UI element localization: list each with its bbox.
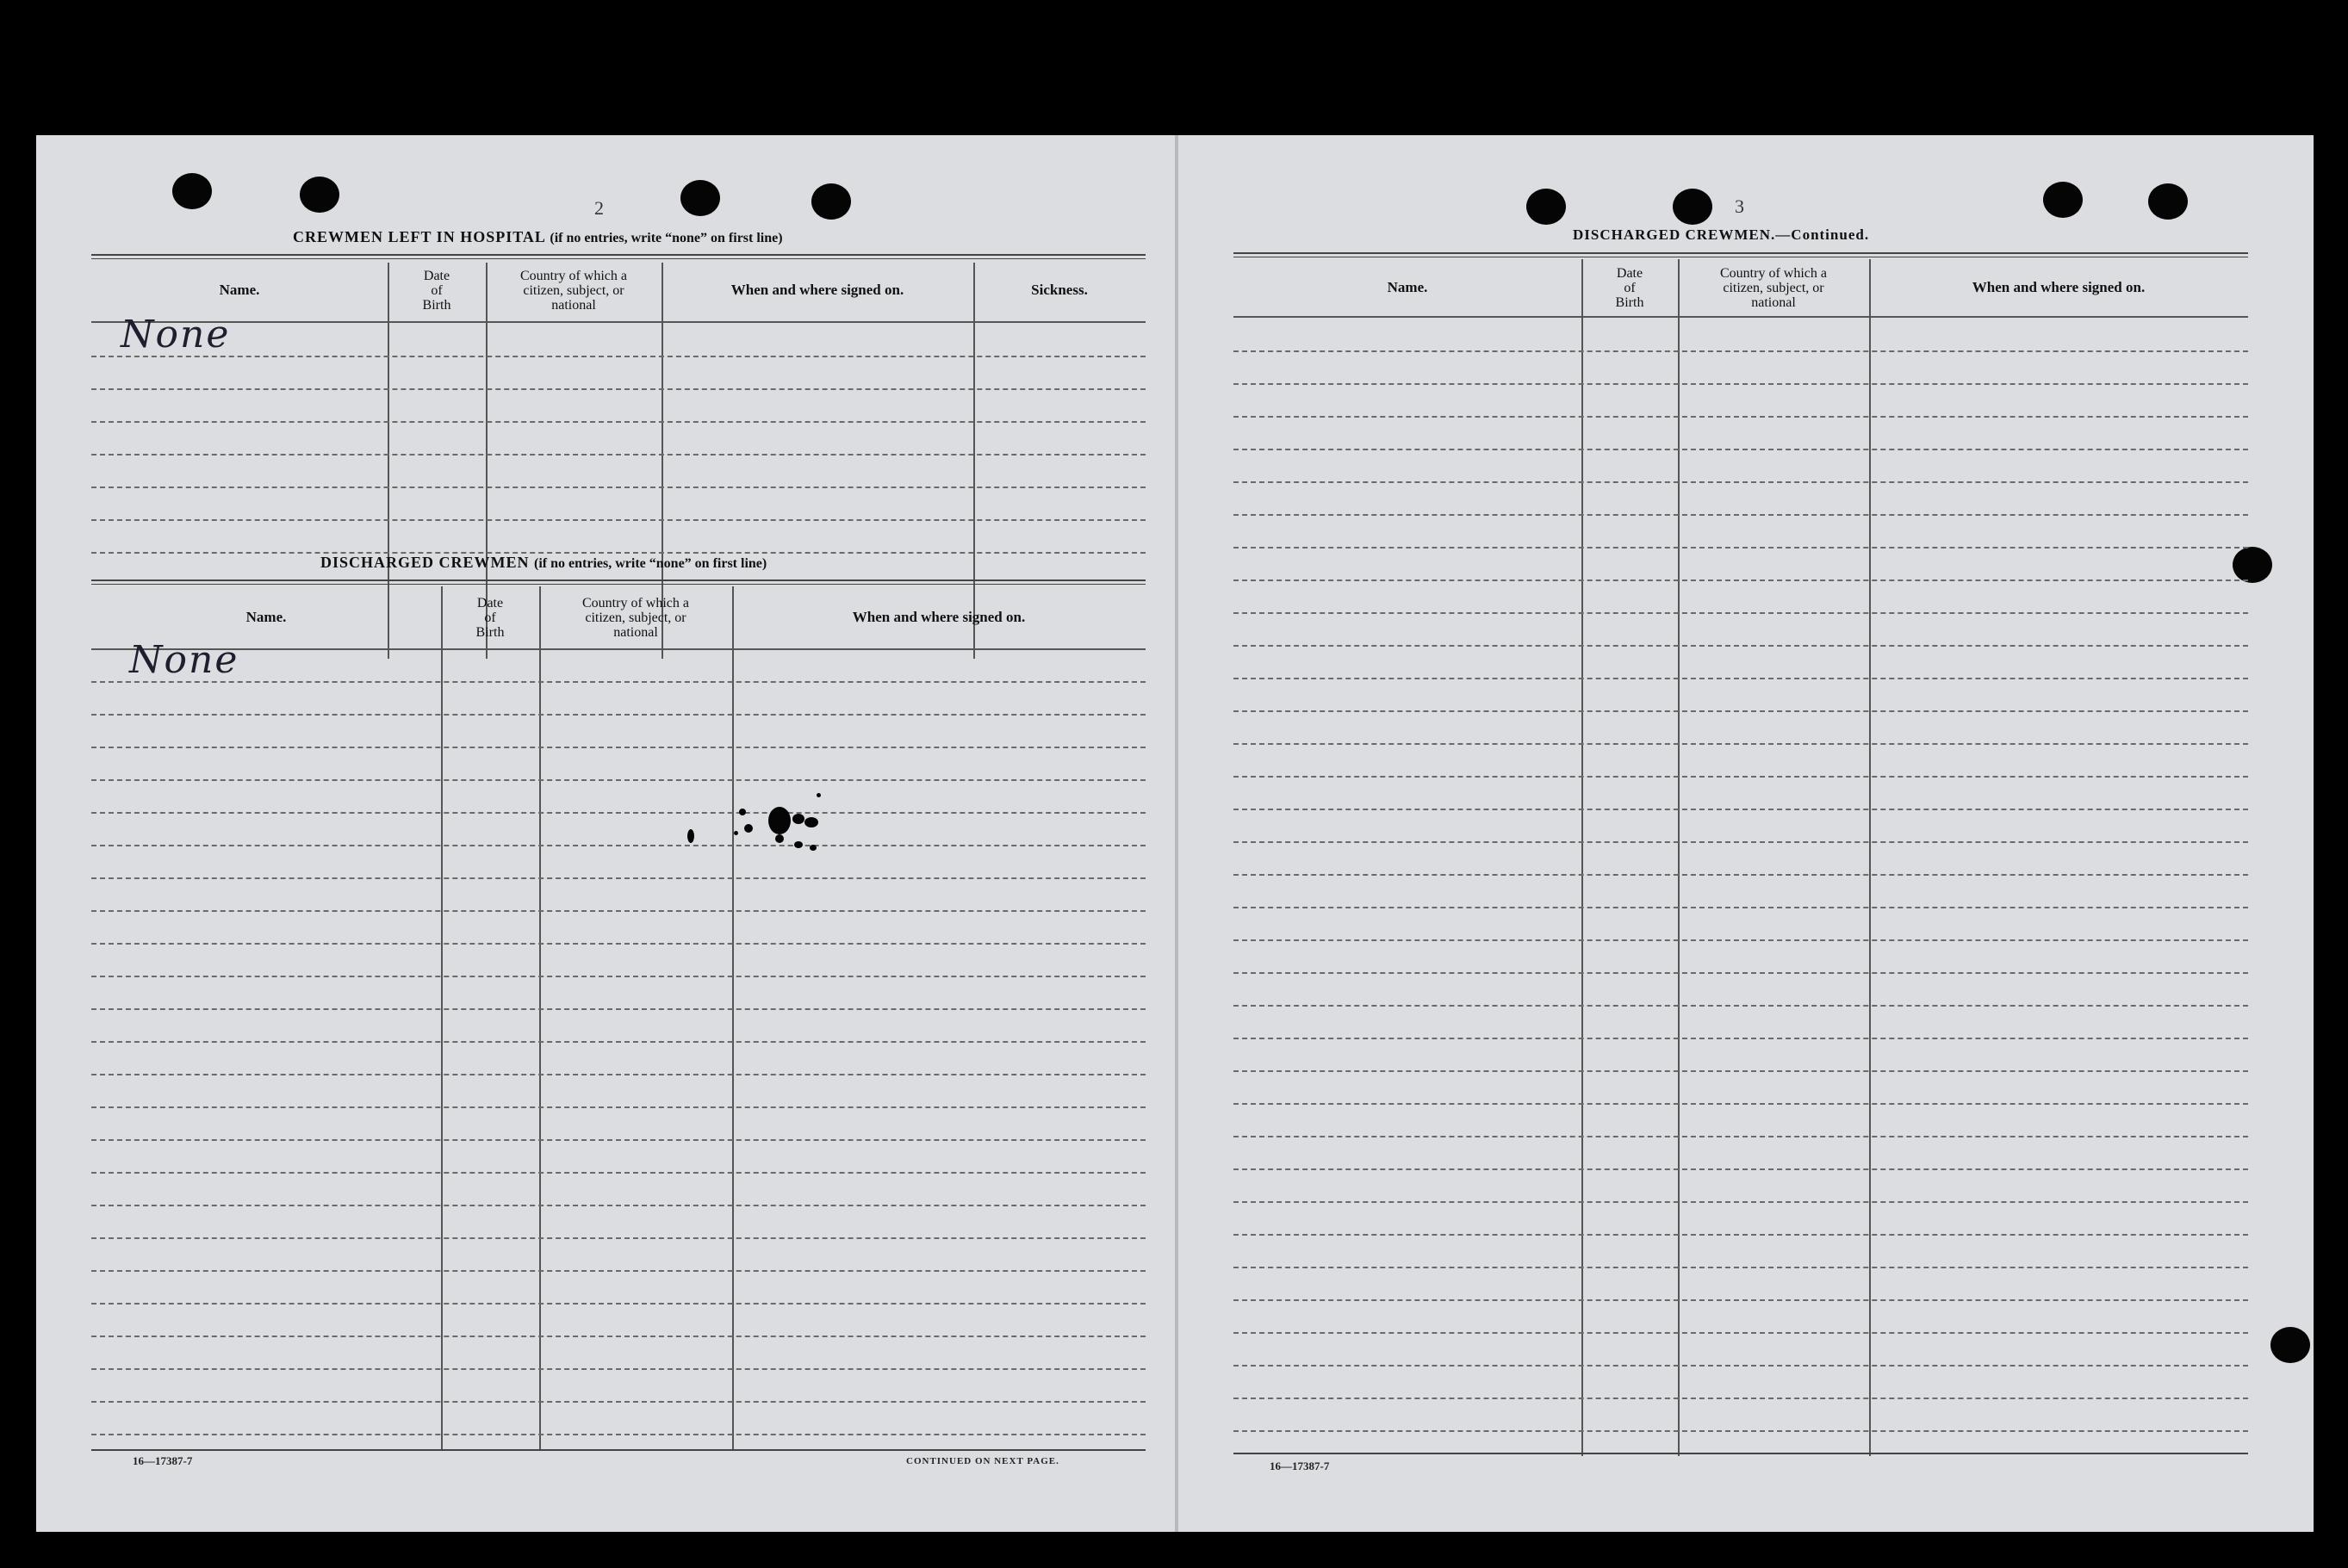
continued-col-dob: Date of Birth — [1615, 265, 1644, 310]
punch-hole — [300, 177, 339, 213]
continued-col-signed-on: When and where signed on. — [1972, 279, 2146, 295]
hospital-top-rule — [91, 254, 1146, 259]
ledger-row — [1233, 841, 2248, 843]
ledger-row — [1233, 678, 2248, 679]
ledger-row — [91, 1139, 1146, 1141]
ledger-row — [91, 910, 1146, 912]
hospital-title-instruction: (if no entries, write “none” on first line) — [550, 231, 783, 245]
ledger-row — [1233, 1299, 2248, 1301]
ink-blot — [768, 807, 791, 834]
ledger-row — [91, 1172, 1146, 1174]
page-number-right: 3 — [1735, 195, 1744, 217]
ledger-row — [1233, 481, 2248, 483]
ledger-row — [1233, 907, 2248, 908]
ledger-row — [91, 845, 1146, 846]
ledger-row — [1233, 1332, 2248, 1334]
punch-hole — [2043, 182, 2083, 218]
punch-hole — [2270, 1327, 2310, 1363]
discharged-col-country: Country of which a citizen, subject, or national — [582, 595, 689, 640]
ledger-row — [1233, 1267, 2248, 1268]
ink-blot — [744, 824, 753, 833]
form-number-right: 16—17387-7 — [1270, 1460, 1330, 1472]
ledger-row — [1233, 514, 2248, 516]
ledger-row — [1233, 1168, 2248, 1170]
ledger-row — [91, 681, 1146, 683]
hospital-col-dob: Date of Birth — [422, 268, 451, 313]
ledger-row — [91, 747, 1146, 748]
ledger-row — [91, 388, 1146, 390]
ledger-row — [91, 356, 1146, 357]
ledger-row — [91, 943, 1146, 945]
form-number-left: 16—17387-7 — [133, 1454, 193, 1467]
punch-hole — [172, 173, 212, 209]
left-bottom-rule — [91, 1449, 1146, 1451]
ledger-row — [91, 1270, 1146, 1272]
right-top-rule — [1233, 252, 2248, 257]
ledger-row — [91, 1401, 1146, 1403]
ledger-row — [1233, 416, 2248, 418]
ledger-row — [1233, 1201, 2248, 1203]
ledger-row — [1233, 1136, 2248, 1137]
ledger-row — [1233, 383, 2248, 385]
discharged-col-divider — [732, 586, 734, 1451]
ledger-row — [1233, 1398, 2248, 1399]
ledger-row — [91, 454, 1146, 456]
ledger-row — [91, 1074, 1146, 1075]
ledger-row — [1233, 809, 2248, 810]
hospital-section-title — [293, 228, 783, 246]
ledger-row — [1233, 939, 2248, 941]
ledger-row — [91, 519, 1146, 521]
discharged-col-divider — [539, 586, 541, 1451]
ink-blot — [810, 845, 817, 851]
ink-blot — [775, 834, 784, 843]
discharged-title-instruction: (if no entries, write “none” on first line) — [534, 556, 767, 571]
ledger-row — [1233, 1103, 2248, 1105]
ledger-row — [91, 1237, 1146, 1239]
hospital-header-rule — [91, 321, 1146, 323]
ledger-row — [1233, 1038, 2248, 1039]
punch-hole — [1673, 189, 1712, 225]
ledger-row — [91, 1041, 1146, 1043]
discharged-entry-handwriting: None — [129, 638, 239, 682]
punch-hole — [1526, 189, 1566, 225]
discharged-continued-ledger — [1233, 259, 2248, 1456]
ledger-row — [1233, 612, 2248, 614]
discharged-title-text: DISCHARGED CREWMEN — [320, 554, 530, 571]
ink-blot — [687, 829, 694, 843]
ledger-row — [91, 812, 1146, 814]
ledger-row — [91, 714, 1146, 716]
ledger-row — [91, 1336, 1146, 1337]
ledger-row — [1233, 645, 2248, 647]
ledger-row — [91, 421, 1146, 423]
ledger-row — [91, 1368, 1146, 1370]
ledger-row — [91, 1106, 1146, 1108]
ledger-row — [1233, 1234, 2248, 1236]
discharged-col-signed-on: When and where signed on. — [852, 609, 1026, 625]
manifest-sheet — [36, 135, 2314, 1532]
ledger-row — [1233, 449, 2248, 450]
ledger-row — [1233, 743, 2248, 745]
ledger-row — [91, 1434, 1146, 1435]
ledger-row — [1233, 350, 2248, 352]
punch-hole — [811, 183, 851, 220]
hospital-col-country: Country of which a citizen, subject, or national — [520, 268, 627, 313]
ledger-row — [1233, 874, 2248, 876]
hospital-entry-handwriting: None — [121, 313, 231, 356]
ledger-row — [1233, 1430, 2248, 1432]
hospital-col-sickness: Sickness. — [1031, 282, 1088, 298]
continued-note: CONTINUED ON NEXT PAGE. — [906, 1456, 1059, 1466]
hospital-title-text: CREWMEN LEFT IN HOSPITAL — [293, 228, 545, 245]
discharged-top-rule — [91, 579, 1146, 585]
ledger-row — [91, 877, 1146, 879]
ledger-row — [1233, 1005, 2248, 1007]
discharged-ledger — [91, 586, 1146, 1451]
ledger-row — [91, 487, 1146, 488]
ledger-row — [1233, 972, 2248, 974]
ink-blot — [792, 814, 804, 824]
continued-header-rule — [1233, 316, 2248, 318]
ink-blot — [817, 793, 821, 797]
ledger-row — [91, 1008, 1146, 1010]
ledger-row — [1233, 710, 2248, 712]
punch-hole — [680, 180, 720, 216]
ledger-row — [91, 1205, 1146, 1206]
page-number-left: 2 — [594, 197, 604, 219]
page-fold — [1175, 135, 1178, 1532]
ink-blot — [739, 809, 746, 815]
hospital-col-signed-on: When and where signed on. — [730, 282, 904, 298]
continued-col-divider — [1581, 259, 1583, 1456]
continued-col-divider — [1869, 259, 1871, 1456]
continued-col-divider — [1678, 259, 1680, 1456]
discharged-col-divider — [441, 586, 443, 1451]
ink-blot — [794, 841, 803, 848]
ink-blot — [734, 831, 738, 835]
discharged-continued-title: DISCHARGED CREWMEN.—Continued. — [1573, 226, 1870, 243]
ledger-row — [1233, 1070, 2248, 1072]
ledger-row — [1233, 776, 2248, 778]
continued-col-country: Country of which a citizen, subject, or national — [1720, 265, 1827, 310]
ledger-row — [1233, 579, 2248, 581]
discharged-header-rule — [91, 648, 1146, 650]
ledger-row — [91, 779, 1146, 781]
ledger-row — [91, 976, 1146, 977]
ledger-row — [1233, 547, 2248, 548]
discharged-section-title — [320, 554, 767, 572]
ledger-row — [91, 1303, 1146, 1305]
punch-hole — [2148, 183, 2188, 220]
hospital-col-name: Name. — [219, 282, 260, 298]
continued-col-name: Name. — [1387, 279, 1428, 295]
discharged-col-name: Name. — [245, 609, 287, 625]
discharged-col-dob: Date of Birth — [475, 595, 505, 640]
ink-blot — [804, 817, 818, 827]
right-bottom-rule — [1233, 1453, 2248, 1454]
ledger-row — [1233, 1365, 2248, 1367]
